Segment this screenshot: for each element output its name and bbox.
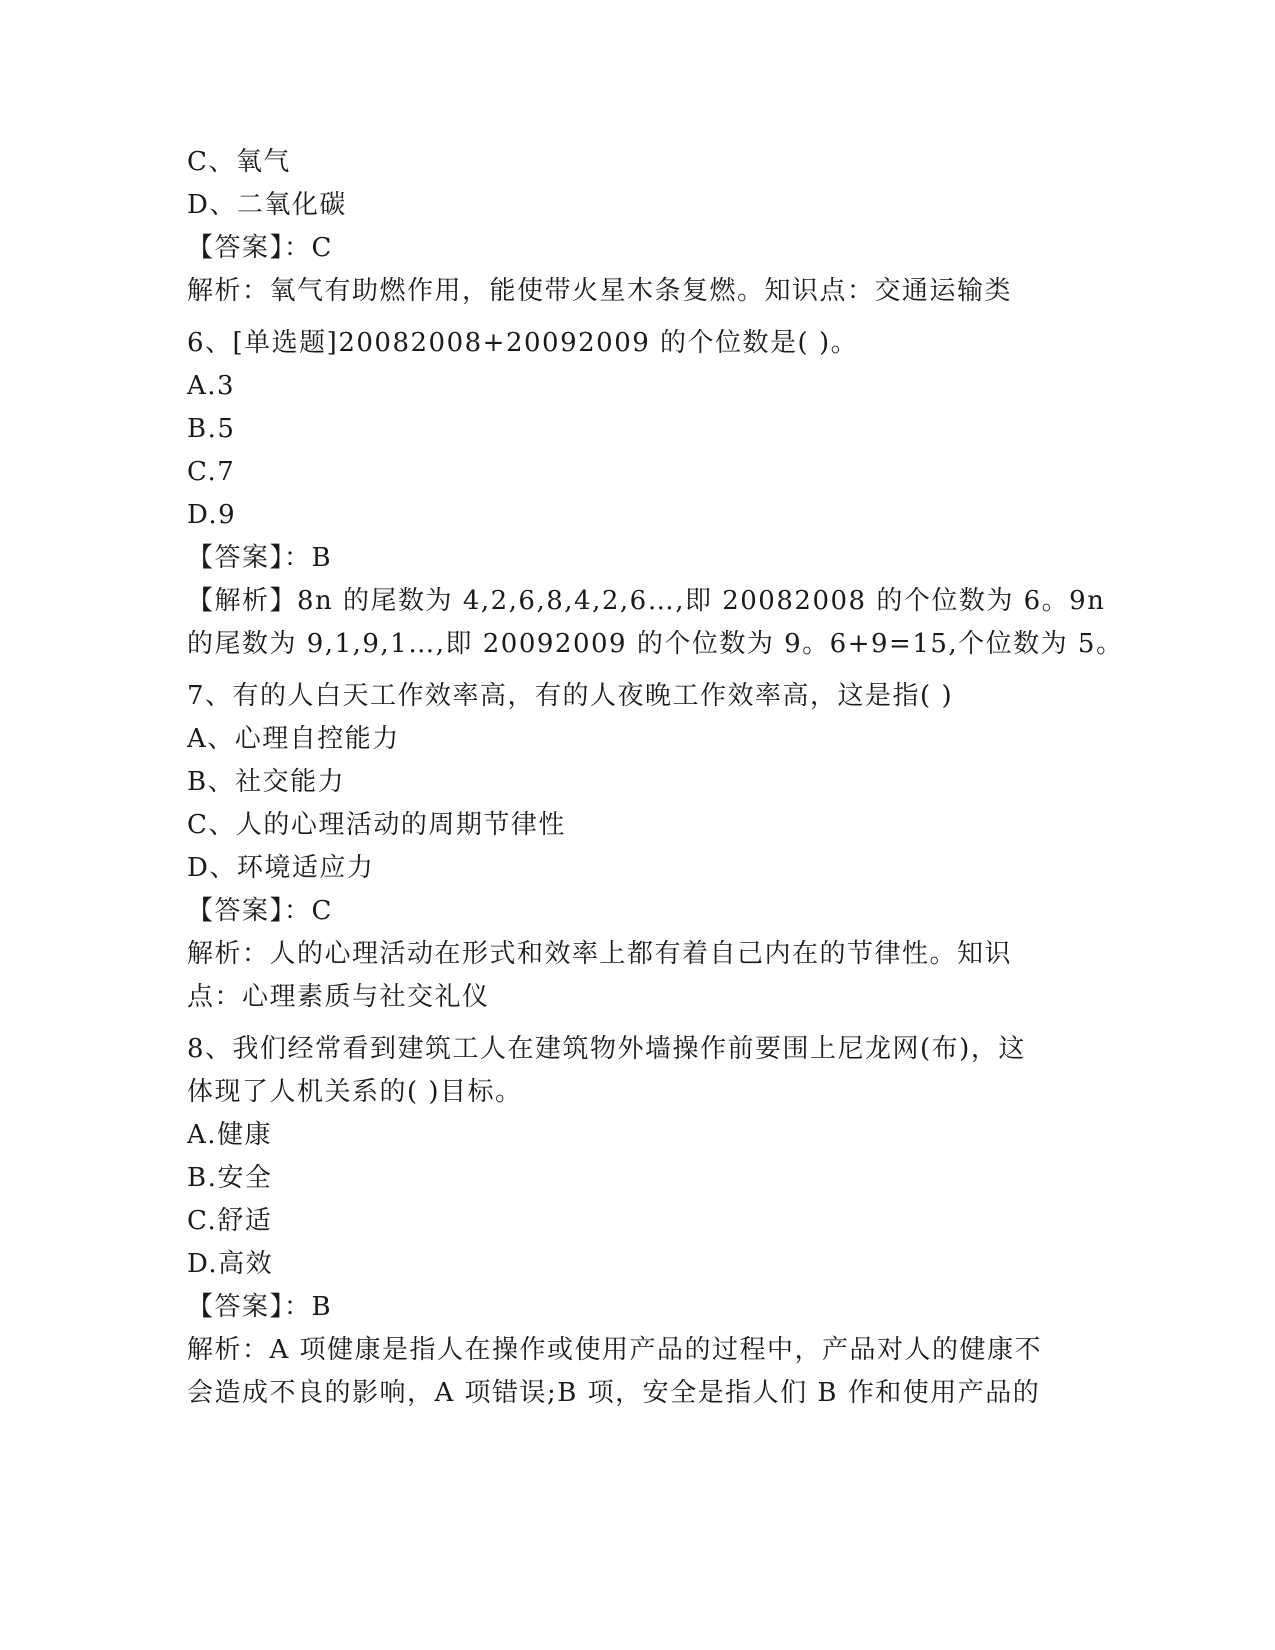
question-stem: 8、我们经常看到建筑工人在建筑物外墙操作前要围上尼龙网(布)，这: [187, 1034, 1026, 1064]
spacer: [187, 666, 1087, 675]
option-a: A.健康: [187, 1120, 273, 1150]
question-stem: 6、[单选题]20082008+20092009 的个位数是( )。: [187, 328, 859, 358]
analysis-line: 解析：A 项健康是指人在操作或使用产品的过程中，产品对人的健康不: [187, 1335, 1043, 1365]
question-8: [187, 1028, 1087, 1415]
spacer: [187, 313, 1087, 322]
question-6: [187, 322, 1124, 666]
analysis-line: 【解析】8n 的尾数为 4,2,6,8,4,2,6…,即 20082008 的个位数为 6。9n: [187, 586, 1106, 616]
question-5-continued: [187, 141, 1087, 313]
option-c: C、氧气: [187, 147, 291, 177]
analysis-line: 的尾数为 9,1,9,1…,即 20092009 的个位数为 9。6+9=15,个位数为 5。: [187, 629, 1124, 659]
option-d: D.高效: [187, 1249, 274, 1279]
question-stem: 7、有的人白天工作效率高，有的人夜晚工作效率高，这是指( ): [187, 681, 954, 711]
option-d: D.9: [187, 500, 237, 530]
question-stem: 体现了人机关系的( )目标。: [187, 1077, 523, 1107]
question-7: [187, 675, 1087, 1019]
option-d: D、环境适应力: [187, 853, 375, 883]
option-b: B.5: [187, 414, 236, 444]
option-b: B.安全: [187, 1163, 273, 1193]
analysis-line: 会造成不良的影响，A 项错误;B 项，安全是指人们 B 作和使用产品的: [187, 1378, 1041, 1408]
answer: 【答案】：C: [187, 233, 333, 263]
option-a: A.3: [187, 371, 236, 401]
analysis-line: 点：心理素质与社交礼仪: [187, 982, 490, 1012]
analysis-line: 解析：氧气有助燃作用，能使带火星木条复燃。知识点：交通运输类: [187, 276, 1013, 306]
analysis-line: 解析：人的心理活动在形式和效率上都有着自己内在的节律性。知识: [187, 939, 1013, 969]
option-c: C.7: [187, 457, 236, 487]
option-c: C、人的心理活动的周期节律性: [187, 810, 566, 840]
option-b: B、社交能力: [187, 767, 346, 797]
option-c: C.舒适: [187, 1206, 273, 1236]
option-a: A、心理自控能力: [187, 724, 400, 754]
spacer: [187, 1019, 1087, 1028]
option-d: D、二氧化碳: [187, 190, 347, 220]
answer: 【答案】：B: [187, 543, 333, 573]
answer: 【答案】：C: [187, 896, 333, 926]
document-body: [187, 141, 1124, 1415]
answer: 【答案】：B: [187, 1292, 333, 1322]
